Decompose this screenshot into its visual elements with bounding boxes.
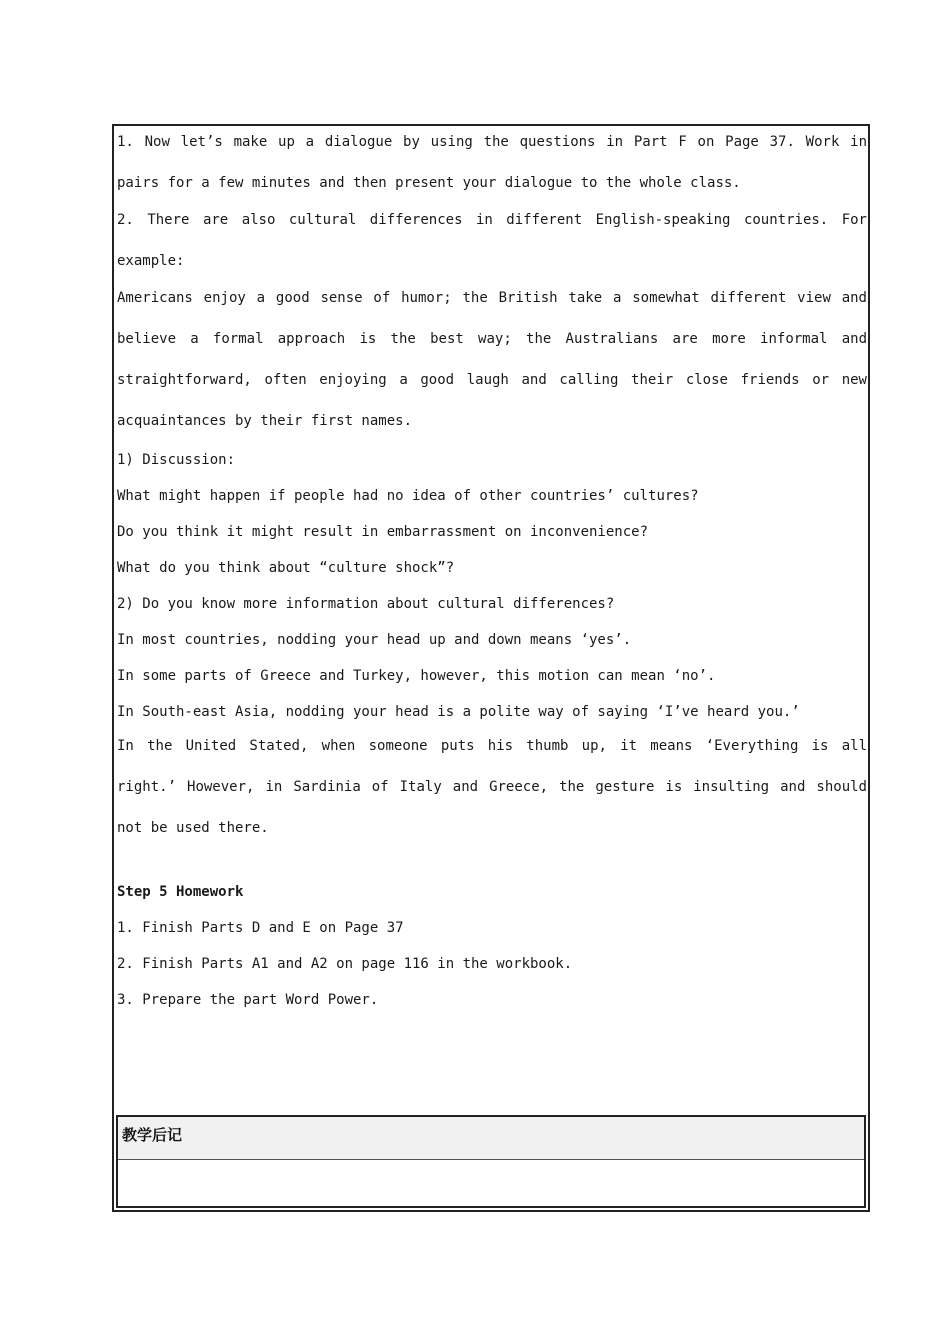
paragraph-country-examples: Americans enjoy a good sense of humor; the British take a somewhat different view and believe a formal approach is the best way; the Australians are more informal and straightforward, often enjoying a good laugh and calling their close friends or new acquaintances by their first names.: [117, 290, 867, 429]
paragraph-cultural-differences: 2. There are also cultural differences in different English-speaking countries. For example:: [117, 212, 867, 269]
info-line: In some parts of Greece and Turkey, however, this motion can mean ‘no’.: [117, 668, 716, 684]
homework-title: Step 5 Homework: [117, 884, 244, 900]
discussion-question: Do you think it might result in embarrassment on inconvenience?: [117, 524, 649, 540]
teaching-notes-body[interactable]: [118, 1160, 864, 1206]
discussion-label: 1) Discussion:: [117, 452, 236, 468]
teaching-notes-header: 教学后记: [118, 1117, 864, 1160]
homework-item: 2. Finish Parts A1 and A2 on page 116 in the workbook.: [117, 956, 573, 972]
homework-item: 1. Finish Parts D and E on Page 37: [117, 920, 404, 936]
lesson-plan-frame: [112, 124, 870, 1212]
discussion-question: What might happen if people had no idea of other countries’ cultures?: [117, 488, 699, 504]
discussion-question: What do you think about “culture shock”?: [117, 560, 455, 576]
paragraph-dialogue-task: 1. Now let’s make up a dialogue by using the questions in Part F on Page 37. Work in pairs for a few minutes and then present your dialogue to the whole class.: [117, 134, 867, 191]
info-line: In South-east Asia, nodding your head is a polite way of saying ‘I’ve heard you.’: [117, 704, 800, 720]
info-label: 2) Do you know more information about cultural differences?: [117, 596, 615, 612]
paragraph-thumb-gesture: In the United Stated, when someone puts his thumb up, it means ‘Everything is all right.’ However, in Sardinia of Italy and Greece, the gesture is insulting and should not be used there.: [117, 738, 867, 836]
teaching-notes-table: [116, 1115, 866, 1208]
lesson-content: [117, 126, 867, 1018]
info-line: In most countries, nodding your head up and down means ‘yes’.: [117, 632, 632, 648]
homework-item: 3. Prepare the part Word Power.: [117, 992, 379, 1008]
spacer: [117, 849, 867, 874]
